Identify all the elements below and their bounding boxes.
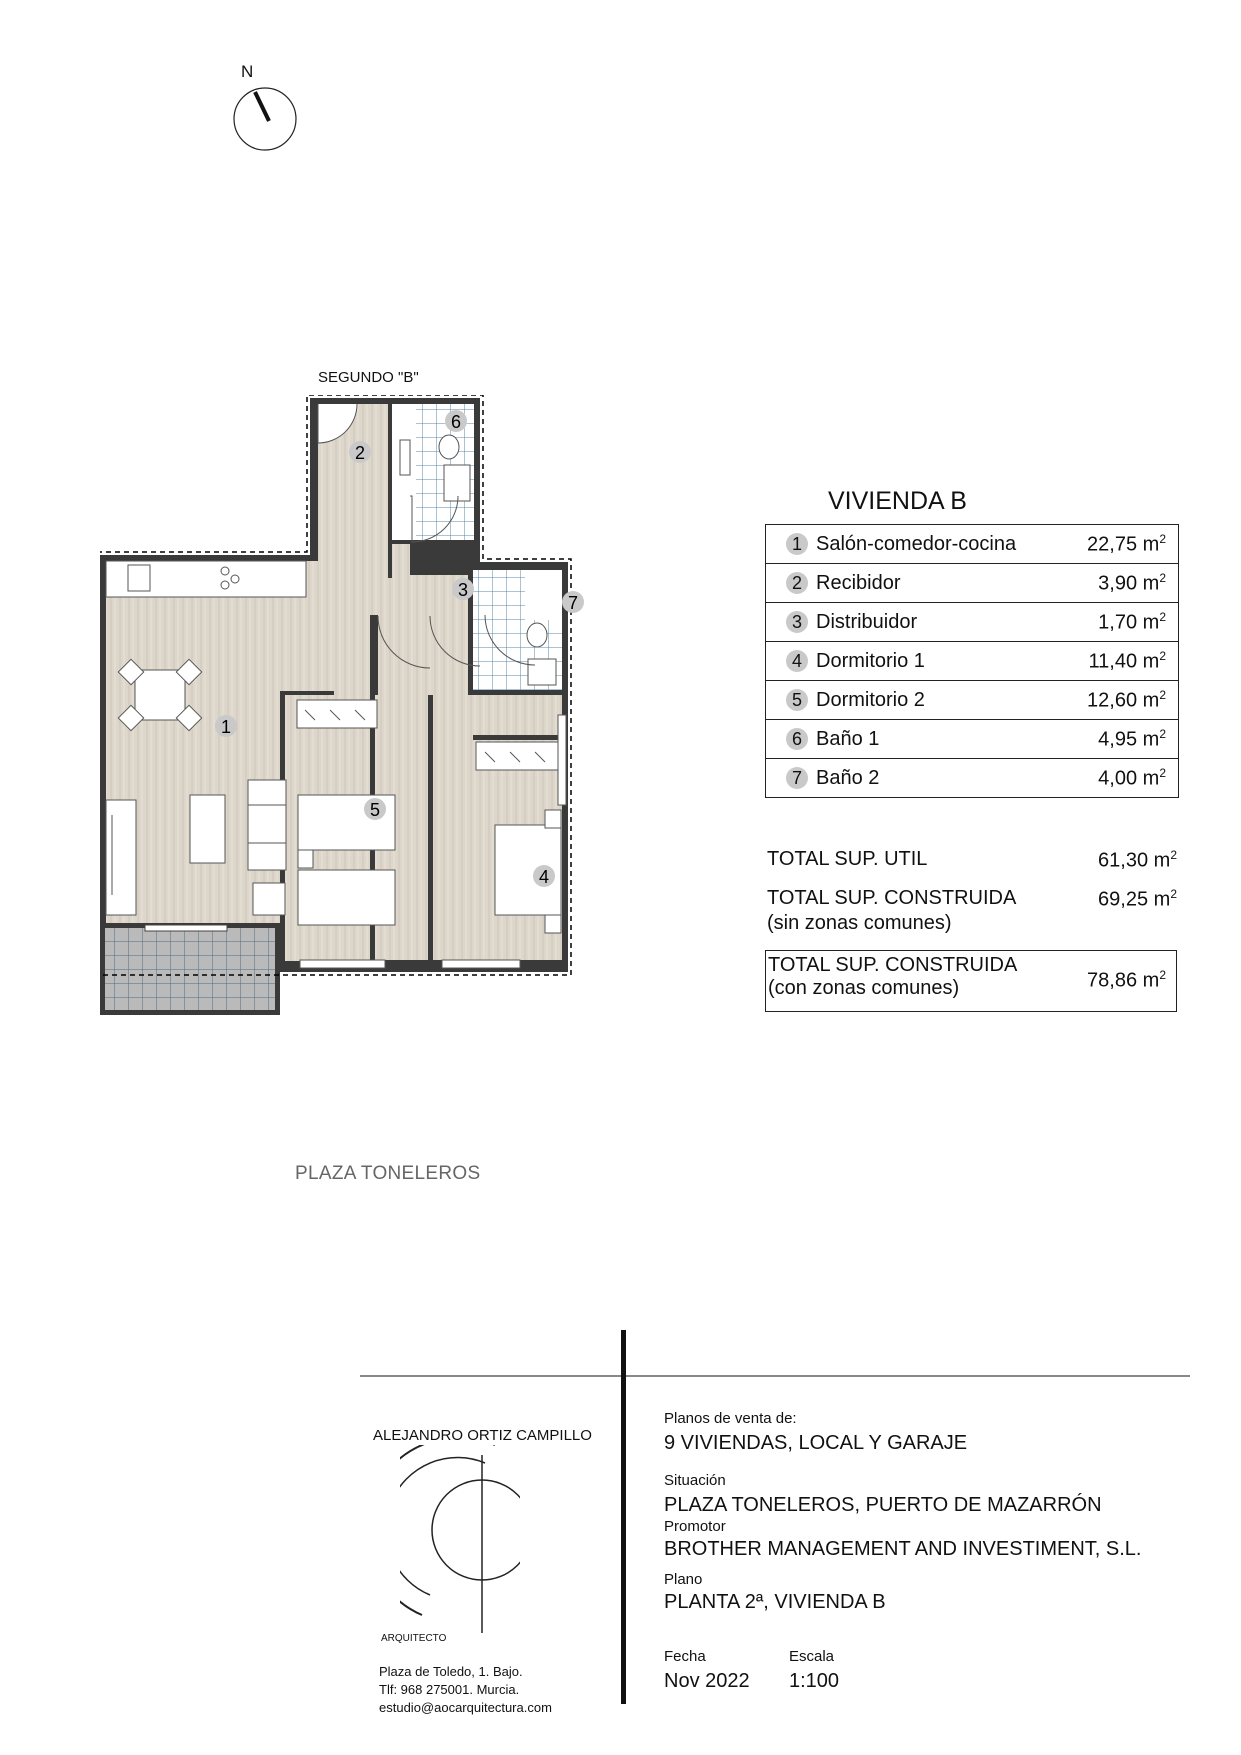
project-value: 9 VIVIENDAS, LOCAL Y GARAJE	[664, 1432, 968, 1454]
total-built-label: TOTAL SUP. CONSTRUIDA	[767, 887, 1017, 909]
architect-role: ARQUITECTO	[381, 1633, 447, 1644]
street-label: PLAZA TONELEROS	[295, 1163, 481, 1184]
room-area-value: 12,60	[1087, 689, 1138, 712]
project-label: Planos de venta de:	[664, 1410, 797, 1427]
total-built: TOTAL SUP. CONSTRUIDA 69,25 $m^2$ (sin zonas comunes)	[767, 887, 1177, 934]
room-area-value: 1,70	[1098, 611, 1138, 634]
room-area: 12,60 $m^2$	[1087, 687, 1166, 712]
location-label: Situación	[664, 1472, 726, 1489]
area-row	[766, 525, 1179, 564]
area-row-content	[766, 564, 1178, 602]
location-value: PLAZA TONELEROS, PUERTO DE MAZARRÓN	[664, 1494, 1102, 1516]
svg-text:1: 1	[220, 717, 232, 737]
room-area-value: 11,40	[1088, 650, 1138, 673]
room-area-value: 4,95	[1098, 728, 1138, 751]
room-marker-6	[445, 410, 467, 432]
area-row-content	[766, 720, 1178, 758]
svg-text:4: 4	[538, 867, 550, 887]
room-number-badge: 1	[786, 533, 808, 555]
architect-logo-icon	[400, 1445, 520, 1635]
total-built-common: TOTAL SUP. CONSTRUIDA (con zonas comunes) 78,86 $m^2$	[765, 950, 1177, 1012]
area-cell	[766, 642, 1179, 681]
plan-label: Plano	[664, 1571, 703, 1588]
address-line-2: Tlf: 968 275001. Murcia.	[379, 1682, 520, 1697]
svg-text:7: 7	[567, 593, 579, 613]
area-row-content	[766, 681, 1178, 719]
area-row	[766, 681, 1179, 720]
area-cell	[766, 603, 1179, 642]
room-area: 4,00 $m^2$	[1098, 765, 1166, 790]
room-area-value: 3,90	[1098, 572, 1138, 595]
room-number-badge: 2	[786, 572, 808, 594]
architect-name: ALEJANDRO ORTIZ CAMPILLO	[373, 1427, 592, 1444]
room-name: Distribuidor	[816, 610, 918, 633]
scale-label: Escala	[789, 1648, 835, 1665]
area-row	[766, 564, 1179, 603]
email-link[interactable]: estudio@aocarquitectura.com	[379, 1700, 552, 1715]
area-table	[765, 524, 1179, 798]
room-marker-3	[452, 578, 474, 600]
room-marker-5	[364, 798, 386, 820]
room-name: Salón-comedor-cocina	[816, 532, 1017, 555]
architect-address	[379, 1663, 552, 1717]
plan-title: SEGUNDO "B"	[318, 369, 419, 386]
total-built-common-sub: (con zonas comunes)	[768, 977, 960, 999]
room-name: Dormitorio 2	[816, 688, 925, 711]
room-name: Baño 2	[816, 766, 880, 789]
room-marker-7	[562, 591, 584, 613]
area-cell	[766, 759, 1179, 798]
total-util-label: TOTAL SUP. UTIL	[767, 848, 928, 870]
room-marker-2	[349, 441, 371, 463]
date-value: Nov 2022	[664, 1670, 750, 1692]
north-label: N	[241, 62, 254, 81]
table-title: VIVIENDA B	[828, 487, 967, 515]
room-name: Baño 1	[816, 727, 880, 750]
room-marker-4	[533, 865, 555, 887]
room-area: 22,75 $m^2$	[1087, 531, 1166, 556]
area-row	[766, 642, 1179, 681]
area-cell	[766, 525, 1179, 564]
area-row-content	[766, 759, 1178, 797]
room-number-badge: 4	[786, 650, 808, 672]
plan-value: PLANTA 2ª, VIVIENDA B	[664, 1591, 886, 1613]
room-number-badge: 5	[786, 689, 808, 711]
title-block-divider	[360, 1375, 1190, 1377]
room-name: Recibidor	[816, 571, 901, 594]
area-row-content	[766, 525, 1178, 563]
area-cell	[766, 681, 1179, 720]
room-area: 3,90 $m^2$	[1098, 570, 1166, 595]
total-built-common-value: 78,86	[1087, 969, 1138, 992]
area-row-content	[766, 603, 1178, 641]
svg-text:6: 6	[450, 412, 462, 432]
svg-text:3: 3	[457, 580, 469, 600]
date-label: Fecha	[664, 1648, 706, 1665]
room-area: 11,40 $m^2$	[1088, 648, 1166, 673]
area-row	[766, 720, 1179, 759]
title-block-vertical-divider	[621, 1330, 626, 1704]
total-built-sub: (sin zonas comunes)	[767, 911, 952, 934]
room-number-badge: 6	[786, 728, 808, 750]
total-built-value: 69,25	[1098, 888, 1149, 911]
room-area-value: 4,00	[1098, 767, 1138, 790]
total-built-common-label: TOTAL SUP. CONSTRUIDA	[768, 954, 1018, 976]
room-area: 1,70 $m^2$	[1098, 609, 1166, 634]
area-cell	[766, 564, 1179, 603]
svg-text:2: 2	[354, 443, 366, 463]
area-row	[766, 759, 1179, 798]
scale-value: 1:100	[789, 1670, 840, 1692]
promoter-value: BROTHER MANAGEMENT AND INVESTIMENT, S.L.	[664, 1538, 1142, 1560]
room-area-value: 22,75	[1087, 533, 1138, 556]
room-number-badge: 3	[786, 611, 808, 633]
area-row-content	[766, 642, 1178, 680]
svg-text:5: 5	[369, 800, 381, 820]
room-name: Dormitorio 1	[816, 649, 925, 672]
north-arrow-icon	[230, 84, 300, 154]
promoter-label: Promotor	[664, 1518, 726, 1535]
room-number-badge: 7	[786, 767, 808, 789]
floor-plan	[100, 395, 640, 1015]
area-row	[766, 603, 1179, 642]
address-line-1: Plaza de Toledo, 1. Bajo.	[379, 1664, 523, 1679]
area-cell	[766, 720, 1179, 759]
room-area: 4,95 $m^2$	[1098, 726, 1166, 751]
room-marker-1	[215, 715, 237, 737]
total-util-value: 61,30	[1098, 849, 1149, 872]
total-util: TOTAL SUP. UTIL 61,30 $m^2$	[767, 848, 1177, 872]
